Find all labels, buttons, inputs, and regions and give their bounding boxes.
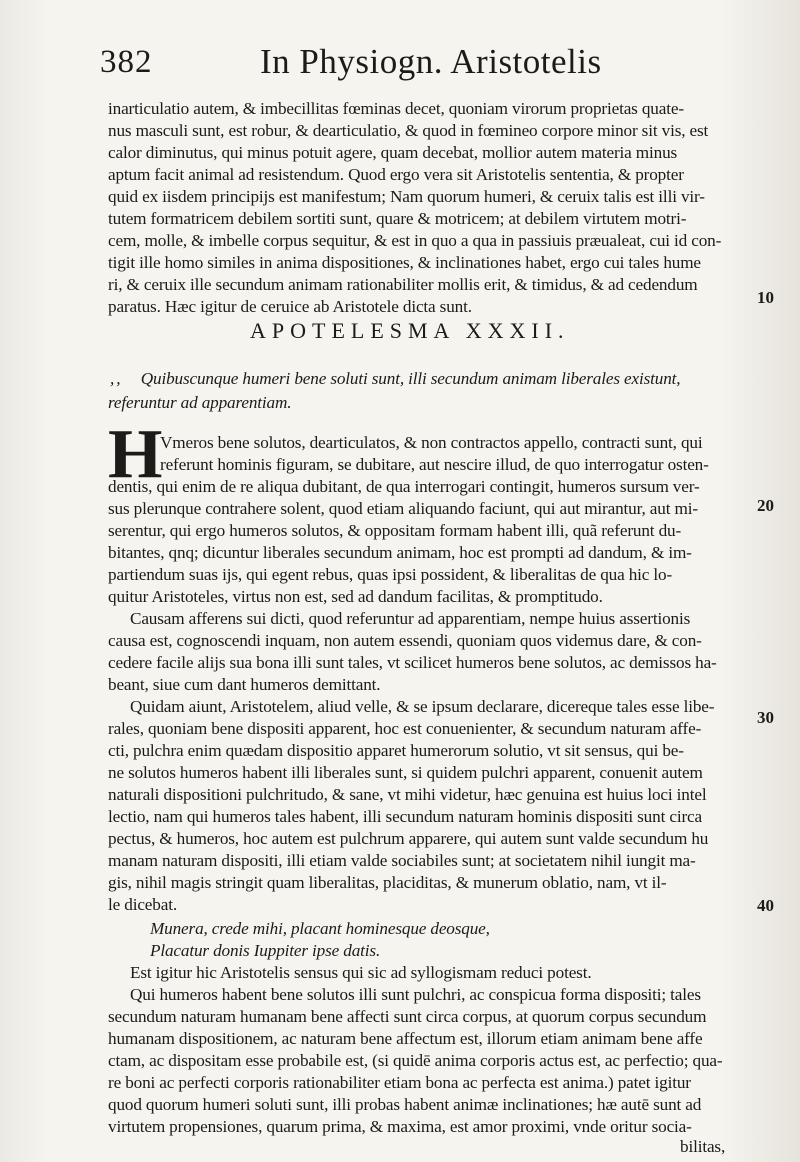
text-line: ctam, ac dispositam esse probabile est, (si quidē anima corporis actus est, ac perfectio; qua- (108, 1051, 723, 1070)
running-title: In Physiogn. Aristotelis (260, 42, 602, 81)
text-line: partiendum suas ijs, qui egent rebus, quas ipsi possident, & liberalitas de qua hic lo- (108, 565, 673, 584)
margin-line-number: 20 (757, 496, 774, 515)
text-line: sus plerunque contrahere solent, quod etiam aliquando faciunt, qui aut mirantur, aut mi- (108, 499, 698, 518)
text-line: referunt hominis figuram, se dubitare, aut nescire illud, de quo interrogatur osten- (160, 455, 709, 474)
text-line: cem, molle, & imbelle corpus sequitur, & est in quo a qua in passiuis præualeat, cui id con- (108, 231, 722, 250)
text-line: gis, nihil magis stringit quam liberalitas, placiditas, & munerum oblatio, nam, vt il- (108, 873, 667, 892)
text-line: lectio, nam qui humeros tales habent, illi secundum naturam hominis dispositi sunt circa (108, 807, 702, 826)
text-line: tutem formatricem debilem sortiti sunt, quare & motricem; at debilem virtutem motri- (108, 209, 687, 228)
text-line: rales, quoniam bene dispositi apparent, hoc est conuenienter, & secundum naturam affe- (108, 719, 702, 738)
text-line: bitantes, qnq; dicuntur liberales secundum animam, hoc est prompti ad dandum, & im- (108, 543, 692, 562)
text-line: quod quorum humeri soluti sunt, illi probas habent animæ inclinationes; hæ autē sunt ad (108, 1095, 702, 1114)
text-line: Vmeros bene solutos, dearticulatos, & non contractos appello, contracti sunt, qui (160, 433, 703, 452)
text-line: Est igitur hic Aristotelis sensus qui sic ad syllogismam reduci potest. (130, 963, 592, 982)
text-line: inarticulatio autem, & imbecillitas fœminas decet, quoniam virorum proprietas quate- (108, 99, 684, 118)
text-line: nus masculi sunt, est robur, & dearticulatio, & quod in fœmineo corpore minor sit vis, est (108, 121, 709, 140)
text-line: causa est, cognoscendi inquam, non autem essendi, quoniam quos videmus dare, & con- (108, 631, 702, 650)
section-heading: APOTELESMA XXXII. (250, 318, 570, 343)
verse-line: Munera, crede mihi, placant hominesque deosque, (150, 919, 490, 938)
drop-cap: H (108, 416, 163, 493)
text-line: naturali dispositioni pulchritudo, & sane, vt mihi videtur, hæc genuina est huius loci intel (108, 785, 707, 804)
text-line: tigit ille homo similes in anima dispositiones, & inclinationes habet, ergo cui tales hume (108, 253, 701, 272)
text-line: bilitas, (680, 1137, 726, 1156)
text-line: cti, pulchra enim quædam dispositio apparet humerorum solutio, vt sit sensus, qui be- (108, 741, 684, 760)
aphorism-line: referuntur ad apparentiam. (108, 393, 292, 412)
text-line: humanam dispositionem, ac naturam bene affectum est, illorum etiam animam bene affe (108, 1029, 703, 1048)
text-line: dentis, qui enim de re aliqua dubitant, de qua interrogari contingit, humeros sursum ver- (108, 477, 700, 496)
text-line: beant, siue cum dant humeros demittant. (108, 675, 381, 694)
text-line: ri, & ceruix ille secundum animam rationabiliter mollis erit, & timidus, & ad cedendum (108, 275, 698, 294)
text-line: le dicebat. (108, 895, 177, 914)
text-line: secundum naturam humanam bene affecti sunt circa corpus, at quorum corpus secundum (108, 1007, 707, 1026)
text-line: quitur Aristoteles, virtus non est, sed ad dandum facilitas, & promptitudo. (108, 587, 603, 606)
text-line: manam naturam dispositi, illi etiam valde sociabiles sunt; at societatem nihil iungit ma- (108, 851, 696, 870)
text-line: calor diminutus, qui minus potuit agere, quam decebat, mollior autem materia minus (108, 143, 678, 162)
margin-line-number: 30 (757, 708, 774, 727)
text-line: serentur, qui ergo humeros solutos, & oppositam formam habent illi, quã referunt du- (108, 521, 682, 540)
text-line: ne solutos humeros habent illi liberales sunt, si quidem pulchri apparent, conuenit autem (108, 763, 703, 782)
page-header (100, 42, 790, 92)
verse-line: Placatur donis Iuppiter ipse datis. (150, 941, 381, 960)
text-line: aptum facit animal ad resistendum. Quod ergo vera sit Aristotelis sententia, & propter (108, 165, 684, 184)
text-line: paratus. Hæc igitur de ceruice ab Aristotele dicta sunt. (108, 297, 472, 316)
margin-line-number: 40 (757, 896, 774, 915)
text-line: re boni ac perfecti corporis rationabiliter etiam bona ac perfecta est anima.) patet igitur (108, 1073, 691, 1092)
quote-marks: ,, (110, 369, 123, 388)
page-number: 382 (100, 44, 153, 80)
text-line: Quidam aiunt, Aristotelem, aliud velle, & se ipsum declarare, dicereque tales esse libe- (130, 697, 715, 716)
text-line: Qui humeros habent bene solutos illi sunt pulchri, ac conspicua forma dispositi; tales (130, 985, 701, 1004)
text-line: quid ex iisdem principijs est manifestum; Nam quorum humeri, & ceruix talis est illi vir- (108, 187, 705, 206)
text-line: pectus, & humeros, hoc autem est pulchrum apparere, qui autem sunt valde secundum hu (108, 829, 709, 848)
aphorism-line (110, 368, 755, 390)
aphorism-text: Quibuscunque humeri bene soluti sunt, illi secundum animam liberales existunt, (140, 369, 681, 388)
text-line: cedere facile alijs sua bona illi sunt tales, vt scilicet humeros bene solutos, ac demissos ha- (108, 653, 717, 672)
text-line: virtutem propensiones, quarum prima, & maxima, est amor proximi, vnde oritur socia- (108, 1117, 692, 1136)
margin-line-number: 10 (757, 288, 774, 307)
text-line: Causam afferens sui dicti, quod referuntur ad apparentiam, nempe huius assertionis (130, 609, 691, 628)
